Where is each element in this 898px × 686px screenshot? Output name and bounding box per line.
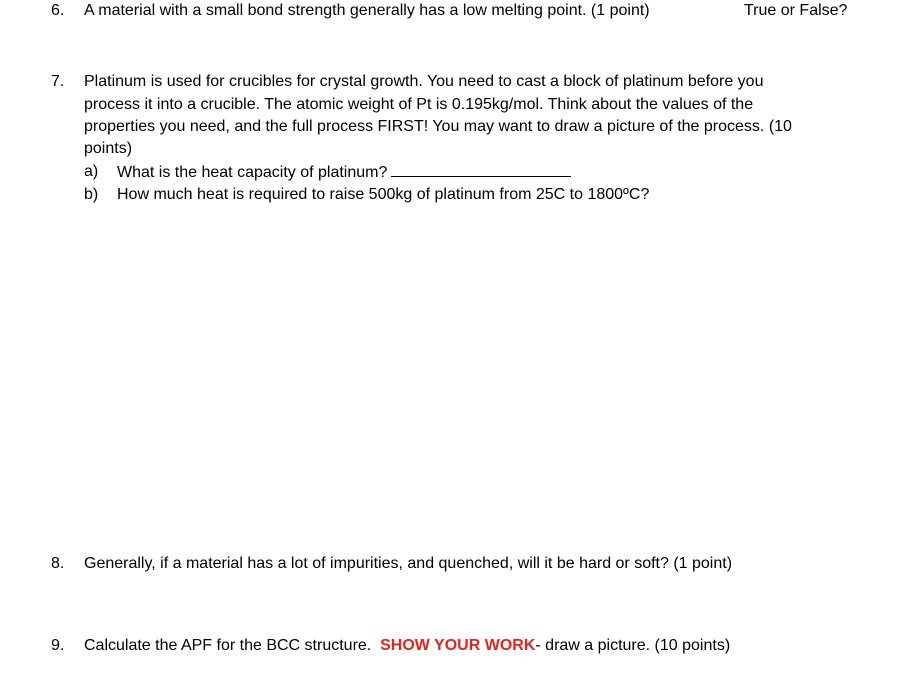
question-7b-text: How much heat is required to raise 500kg of platinum from 25C to 1800ºC?: [117, 186, 650, 203]
question-7-line-4: points): [84, 140, 133, 157]
question-8-number: 8.: [51, 555, 65, 572]
question-7a-text: What is the heat capacity of platinum?: [117, 164, 388, 181]
question-9-number: 9.: [51, 637, 65, 654]
question-7-line-3: properties you need, and the full process FIRST! You may want to draw a picture of the process. (10: [84, 118, 792, 135]
question-9-text-after: - draw a picture. (10 points): [535, 637, 731, 654]
question-9-text: Calculate the APF for the BCC structure.: [84, 637, 372, 654]
question-7-line-2: process it into a crucible. The atomic weight of Pt is 0.195kg/mol. Think about the values of the: [84, 96, 754, 113]
question-7a-line: [117, 162, 571, 182]
question-6-answer-choices: True or False?: [744, 2, 848, 19]
question-6-text: A material with a small bond strength generally has a low melting point. (1 point): [84, 2, 650, 19]
question-6-number: 6.: [51, 2, 65, 19]
question-9-line: [84, 636, 730, 655]
show-your-work-emphasis: SHOW YOUR WORK: [380, 637, 536, 654]
question-7-number: 7.: [51, 73, 65, 90]
question-7b-label: b): [84, 186, 99, 203]
question-8-text: Generally, if a material has a lot of impurities, and quenched, will it be hard or soft? (1 point): [84, 555, 733, 572]
question-7-line-1: Platinum is used for crucibles for crystal growth. You need to cast a block of platinum before you: [84, 73, 764, 90]
question-7a-label: a): [84, 163, 99, 180]
answer-blank: [391, 162, 571, 177]
